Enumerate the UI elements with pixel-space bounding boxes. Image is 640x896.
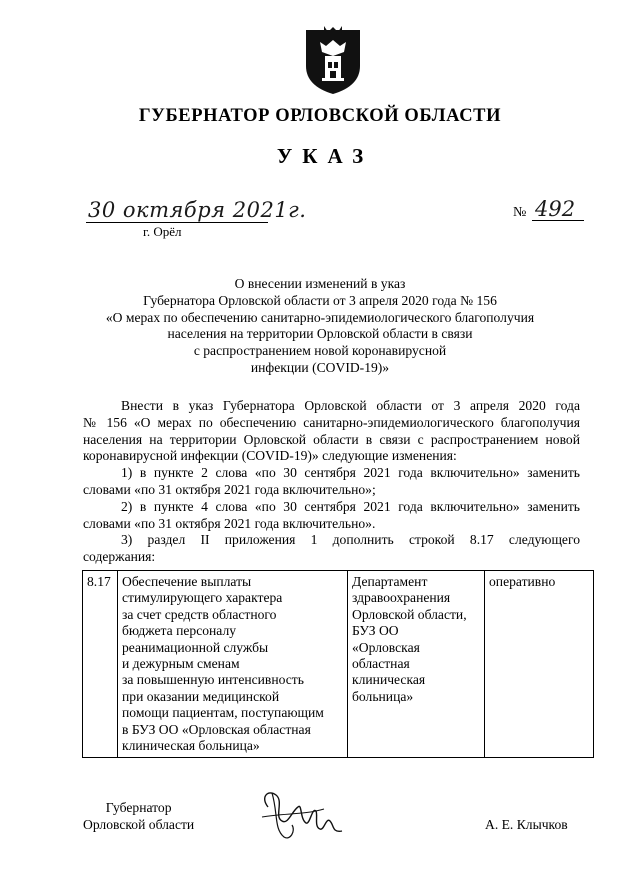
measure-line: Обеспечение выплаты	[122, 574, 252, 589]
title-line: Губернатора Орловской области от 3 апреля 2020 года № 156	[143, 292, 497, 308]
date-underline	[86, 222, 268, 223]
signatory-name: А. Е. Клычков	[485, 817, 568, 832]
executor-line: Департамент	[352, 574, 428, 589]
position-line: Губернатор	[105, 800, 172, 815]
handwritten-signature	[254, 787, 344, 843]
title-line: с распространением новой коронавирусной	[193, 343, 447, 359]
handwritten-number: 492	[535, 197, 576, 221]
executor-line: клиническая	[352, 672, 426, 688]
document-type-heading: УКАЗ	[276, 144, 374, 168]
measure-line: реанимационной службы	[122, 639, 269, 655]
measure-line: и дежурным сменам	[122, 656, 240, 672]
body-line: 2) в пункте 4 слова «по 30 сентября 2021 года включительно» заменить	[121, 498, 580, 514]
decree-body	[83, 398, 580, 566]
executor-line: здравоохранения	[352, 590, 451, 606]
measure-line: бюджета персоналу	[122, 623, 237, 639]
measure-line: клиническая больница»	[122, 738, 260, 754]
body-line: 1) в пункте 2 слова «по 30 сентября 2021 года включительно» заменить	[121, 465, 580, 481]
document-title	[0, 276, 640, 377]
executor-line: Орловской области,	[352, 606, 467, 622]
position-line: Орловской области	[83, 816, 195, 832]
body-line: словами «по 31 октября 2021 года включительно».	[83, 515, 376, 531]
term-cell: оперативно	[485, 571, 594, 758]
executor-line: БУЗ ОО	[352, 623, 399, 639]
executor-line: «Орловская	[352, 639, 420, 655]
coat-of-arms-emblem	[300, 22, 366, 96]
title-line: «О мерах по обеспечению санитарно-эпидемиологического благополучия	[105, 309, 535, 325]
signatory-position	[83, 800, 194, 834]
body-line: населения на территории Орловской области в связи с распространением новой	[83, 431, 580, 447]
measure-line: за счет средств областного	[122, 606, 277, 622]
executor-cell	[348, 571, 485, 758]
title-line: инфекции (COVID-19)»	[250, 359, 390, 375]
measure-line: стимулирующего характера	[122, 590, 283, 606]
measure-line: в БУЗ ОО «Орловская областная	[122, 721, 311, 737]
executor-line: больница»	[352, 688, 414, 704]
executor-line: областная	[352, 656, 410, 672]
number-sign: №	[513, 205, 527, 220]
handwritten-date: 30 октября 2021г.	[88, 198, 307, 222]
city-of-issue: г. Орёл	[143, 224, 182, 239]
issuing-authority: ГУБЕРНАТОР ОРЛОВСКОЙ ОБЛАСТИ	[138, 106, 502, 126]
amendment-table	[82, 570, 594, 758]
measure-line: при оказании медицинской	[122, 688, 280, 704]
body-line: словами «по 31 октября 2021 года включительно»;	[83, 481, 376, 497]
body-line: содержания:	[83, 549, 156, 565]
body-line: коронавирусной инфекции (COVID-19)» следующие изменения:	[83, 448, 457, 464]
measure-cell	[118, 571, 348, 758]
body-line: Внести в указ Губернатора Орловской области от 3 апреля 2020 года	[121, 398, 580, 413]
body-line: 3) раздел II приложения 1 дополнить строкой 8.17 следующего	[121, 532, 580, 548]
measure-line: за повышенную интенсивность	[122, 672, 304, 688]
table-row	[83, 571, 594, 758]
body-line: № 156 «О мерах по обеспечению санитарно-эпидемиологического благополучия	[83, 414, 580, 430]
title-line: населения на территории Орловской области в связи	[167, 326, 473, 342]
measure-line: помощи пациентам, поступающим	[122, 705, 324, 721]
row-number-cell: 8.17	[83, 571, 118, 758]
title-line: О внесении изменений в указ	[234, 276, 406, 291]
number-underline	[532, 220, 584, 221]
